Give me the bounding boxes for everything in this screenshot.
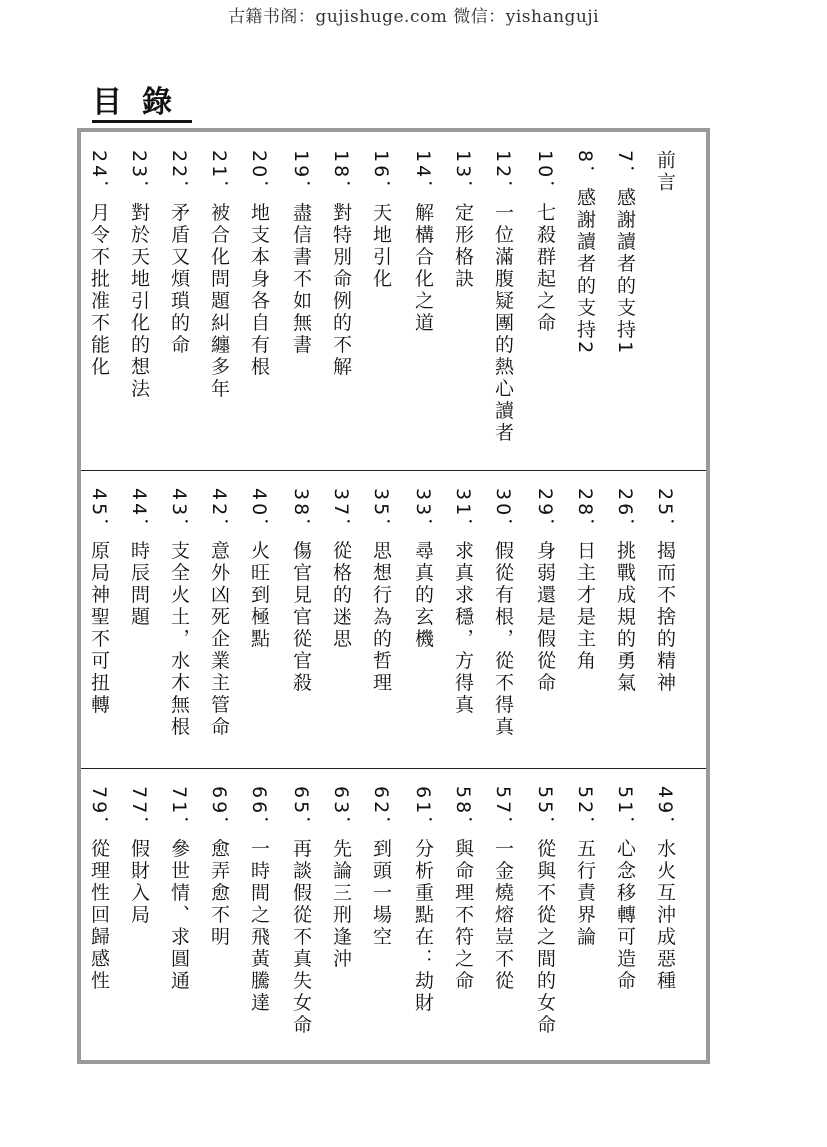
toc-entry: 20．地支本身各自有根 — [248, 150, 270, 379]
toc-entry: 28．日主才是主角 — [574, 488, 596, 673]
toc-entry: 23．對於天地引化的想法 — [128, 150, 150, 401]
toc-entry: 52．五行責界論 — [574, 786, 596, 949]
toc-section-1 — [81, 132, 706, 470]
toc-entry: 45．原局神聖不可扭轉 — [88, 488, 110, 717]
toc-entry: 63．先論三刑逢沖 — [330, 786, 352, 971]
toc-section-2 — [81, 472, 706, 768]
toc-entry: 37．從格的迷思 — [330, 488, 352, 651]
toc-entry: 29．身弱還是假從命 — [534, 488, 556, 695]
toc-entry: 30．假從有根，從不得真 — [492, 488, 514, 739]
toc-entry: 26．挑戰成規的勇氣 — [614, 488, 636, 695]
toc-entry: 12．一位滿腹疑團的熱心讀者 — [492, 150, 514, 445]
toc-entry: 22．矛盾又煩瑣的命 — [168, 150, 190, 357]
toc-entry: 79．從理性回歸感性 — [88, 786, 110, 993]
toc-frame — [77, 128, 710, 1064]
toc-entry: 21．被合化問題糾纏多年 — [208, 150, 230, 401]
toc-entry: 71．參世情、求圓通 — [168, 786, 190, 993]
toc-entry: 38．傷官見官從官殺 — [290, 488, 312, 695]
section-divider — [81, 470, 706, 471]
toc-entry: 18．對特別命例的不解 — [330, 150, 352, 379]
toc-entry: 前言 — [654, 150, 676, 194]
toc-entry: 58．與命理不符之命 — [452, 786, 474, 993]
toc-entry: 10．七殺群起之命 — [534, 150, 556, 335]
toc-entry: 13．定形格訣 — [452, 150, 474, 291]
toc-entry: 43．支全火土，水木無根 — [168, 488, 190, 739]
toc-entry: 57．一金燒熔豈不從 — [492, 786, 514, 993]
toc-entry: 24．月令不批准不能化 — [88, 150, 110, 379]
toc-entry: 65．再談假從不真失女命 — [290, 786, 312, 1037]
watermark-text: 古籍书阁：gujishuge.com 微信：yishanguji — [227, 7, 600, 27]
toc-entry: 61．分析重點在：劫財 — [412, 786, 434, 1015]
toc-entry: 77．假財入局 — [128, 786, 150, 927]
toc-entry: 42．意外凶死企業主管命 — [208, 488, 230, 739]
toc-entry: 62．到頭一場空 — [370, 786, 392, 949]
toc-entry: 44．時辰問題 — [128, 488, 150, 629]
toc-section-3 — [81, 770, 706, 1060]
toc-entry: 55．從與不從之間的女命 — [534, 786, 556, 1037]
toc-entry: 35．思想行為的哲理 — [370, 488, 392, 695]
toc-entry: 25．揭而不捨的精神 — [654, 488, 676, 695]
toc-entry: 51．心念移轉可造命 — [614, 786, 636, 993]
toc-entry: 31．求真求穩，方得真 — [452, 488, 474, 717]
toc-entry: 66．一時間之飛黃騰達 — [248, 786, 270, 1015]
toc-entry: 19．盡信書不如無書 — [290, 150, 312, 357]
toc-entry: 8．感謝讀者的支持2 — [574, 150, 596, 357]
toc-entry: 49．水火互沖成惡種 — [654, 786, 676, 993]
toc-entry: 40．火旺到極點 — [248, 488, 270, 651]
toc-entry: 14．解構合化之道 — [412, 150, 434, 335]
toc-entry: 16．天地引化 — [370, 150, 392, 291]
page-title: 目錄 — [92, 86, 192, 123]
section-divider — [81, 768, 706, 769]
toc-entry: 69．愈弄愈不明 — [208, 786, 230, 949]
toc-entry: 7．感謝讀者的支持1 — [614, 150, 636, 357]
toc-entry: 33．尋真的玄機 — [412, 488, 434, 651]
